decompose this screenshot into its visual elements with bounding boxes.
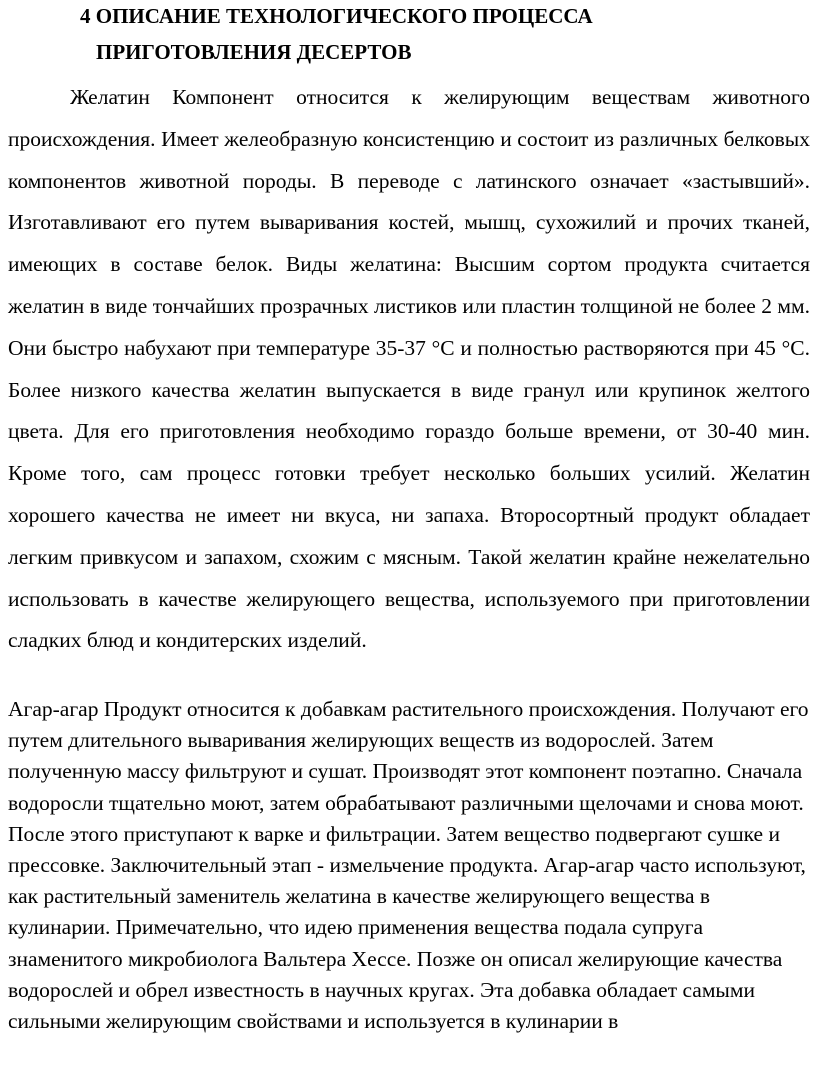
gelatin-paragraph: Желатин Компонент относится к желирующим веществам животного происхождения. Имеет желеобразную консистенцию и состоит из различных белковых компонентов животной породы. В переводе с латинского означает «застывший». Изготавливают его путем вываривания костей, мышц, сухожилий и прочих тканей, имеющих в составе белок. Виды желатина: Высшим сортом продукта считается желатин в виде тончайших прозрачных листиков или пластин толщиной не более 2 мм. Они быстро набухают при температуре 35-37 °С и полностью растворяются при 45 °С. Более низкого качества желатин выпускается в виде гранул или крупинок желтого цвета. Для его приготовления необходимо гораздо больше времени, от 30-40 мин. Кроме того, сам процесс готовки требует несколько больших усилий. Желатин хорошего качества не имеет ни вкуса, ни запаха. Второсортный продукт обладает легким привкусом и запахом, схожим с мясным. Такой желатин крайне нежелательно использовать в качестве желирующего вещества, используемого при приготовлении сладких блюд и кондитерских изделий.: [8, 85, 810, 653]
section-heading-line-1: 4 ОПИСАНИЕ ТЕХНОЛОГИЧЕСКОГО ПРОЦЕССА: [80, 4, 593, 28]
agar-paragraph: Агар-агар Продукт относится к добавкам растительного происхождения. Получают его путем длительного вываривания желирующих веществ из водорослей. Затем полученную массу фильтруют и сушат. Производят этот компонент поэтапно. Сначала водоросли тщательно моют, затем обрабатывают различными щелочами и снова моют. После этого приступают к варке и фильтрации. Затем вещество подвергают сушке и прессовке. Заключительный этап - измельчение продукта. Агар-агар часто используют, как растительный заменитель желатина в качестве желирующего вещества в кулинарии. Примечательно, что идею применения вещества подала супруга знаменитого микробиолога Вальтера Хессе. Позже он описал желирующие качества водорослей и обрел известность в научных кругах. Эта добавка обладает самыми сильными желирующим свойствами и используется в кулинарии в: [8, 697, 809, 1034]
section-heading-line-2: ПРИГОТОВЛЕНИЯ ДЕСЕРТОВ: [96, 40, 412, 64]
